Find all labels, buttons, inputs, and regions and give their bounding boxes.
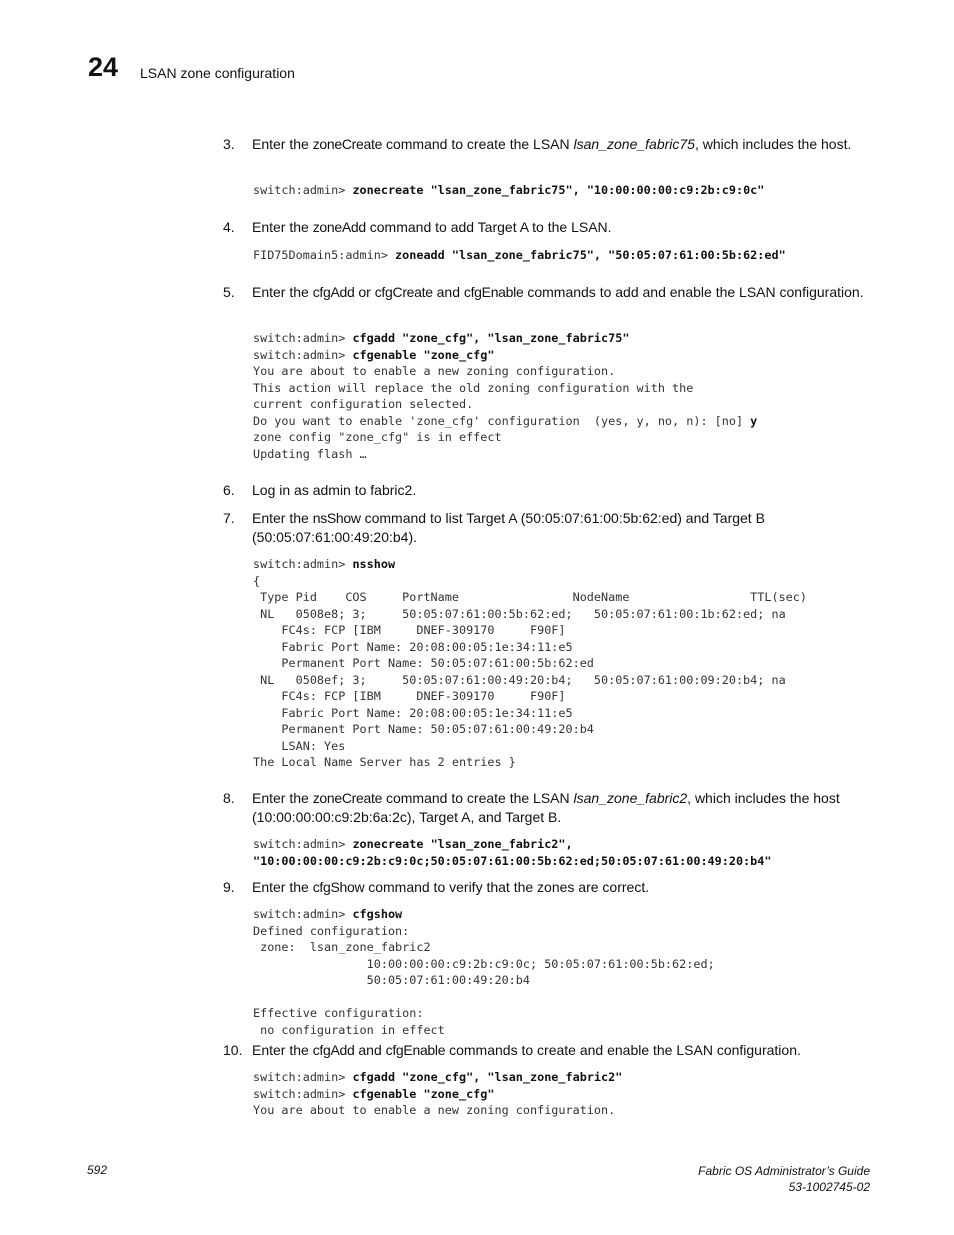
command-name: cfgAdd <box>312 1042 355 1058</box>
step-number: 6. <box>223 482 235 498</box>
guide-title: Fabric OS Administrator’s Guide <box>698 1164 870 1178</box>
code-block: switch:admin> zonecreate "lsan_zone_fabric75", "10:00:00:00:c9:2b:c9:0c" <box>253 183 765 197</box>
step-4: 4. Enter the zoneAdd command to add Target A to the LSAN. <box>223 219 612 235</box>
step-number: 3. <box>223 136 235 152</box>
step-number: 4. <box>223 219 235 235</box>
step-number: 9. <box>223 879 235 895</box>
step-5: 5. Enter the cfgAdd or cfgCreate and cfgEnable commands to add and enable the LSAN configuration. <box>223 284 864 300</box>
code-block: switch:admin> cfgadd "zone_cfg", "lsan_zone_fabric2" switch:admin> cfgenable "zone_cfg" You are about to enable a new zoning configuration. <box>253 1070 623 1117</box>
step-7: 7. Enter the nsShow command to list Target A (50:05:07:61:00:5b:62:ed) and Target B (50:05:07:61:00:49:20:b4). <box>223 510 765 545</box>
code-block: switch:admin> cfgshow Defined configuration: zone: lsan_zone_fabric2 10:00:00:00:c9:2b:c9:0c; 50:05:07:61:00:5b:62:ed; 50:05:07:61:00:49:20:b4 Effective configuration: no configuration in effect <box>253 907 715 1037</box>
command-name: zoneAdd <box>312 219 366 235</box>
command-name: cfgShow <box>312 879 365 895</box>
code-block: FID75Domain5:admin> zoneadd "lsan_zone_fabric75", "50:05:07:61:00:5b:62:ed" <box>253 248 786 262</box>
page-number: 592 <box>87 1163 108 1177</box>
step-number: 8. <box>223 790 235 806</box>
step-number: 7. <box>223 510 235 526</box>
command-name: zoneCreate <box>312 136 383 152</box>
step-number: 5. <box>223 284 235 300</box>
command-name: cfgCreate <box>374 284 433 300</box>
command-name: zoneCreate <box>312 790 383 806</box>
step-8: 8. Enter the zoneCreate command to create the LSAN lsan_zone_fabric2, which includes the host (10:00:00:00:c9:2b:6a:2c), Target A, and Target B. <box>223 790 840 825</box>
step-9: 9. Enter the cfgShow command to verify that the zones are correct. <box>223 879 650 895</box>
chapter-number: 24 <box>88 52 119 82</box>
step-10: 10. Enter the cfgAdd and cfgEnable commands to create and enable the LSAN configuration. <box>223 1042 801 1058</box>
doc-number: 53-1002745-02 <box>788 1180 870 1194</box>
step-3: 3. Enter the zoneCreate command to create the LSAN lsan_zone_fabric75, which includes the host. <box>223 136 852 152</box>
code-block: switch:admin> nsshow { Type Pid COS PortName NodeName TTL(sec) NL 0508e8; 3; 50:05:07:61:00:5b:62:ed; 50:05:07:61:00:1b:62:ed; na FC4s: FCP [IBM DNEF-309170 F90F] Fabric Port Name: 20:08:00:05:1e:34:11:e5 Permanent Port Name: 50:05:07:61:00:5b:62:ed NL 0508ef; 3; 50:05:07:61:00:49:20:b4; 50:05:07:61:00:09:20:b4; na FC4s: FCP [IBM DNEF-309170 F90F] Fabric Port Name: 20:08:00:05:1e:34:11:e5 Permanent Port Name: 50:05:07:61:00:49:20:b4 LSAN: Yes The Local Name Server has 2 entries } <box>253 557 807 769</box>
code-block: switch:admin> zonecreate "lsan_zone_fabric2", "10:00:00:00:c9:2b:c9:0c;50:05:07:61:00:5b:62:ed;50:05:07:61:00:49:20:b4" <box>253 837 772 868</box>
command-name: nsShow <box>312 510 361 526</box>
code-block: switch:admin> cfgadd "zone_cfg", "lsan_zone_fabric75" switch:admin> cfgenable "zone_cfg" You are about to enable a new zoning configuration. This action will replace the old zoning configuration with the current configuration selected. Do you want to enable 'zone_cfg' configuration (yes, y, no, n): [no] y zone config "zone_cfg" is in effect Updating flash … <box>253 331 758 461</box>
step-number: 10. <box>223 1042 243 1058</box>
footer-doc-info <box>698 1163 870 1195</box>
step-6: 6. Log in as admin to fabric2. <box>223 482 417 498</box>
command-name: cfgEnable <box>385 1042 446 1058</box>
command-name: cfgAdd <box>312 284 355 300</box>
chapter-title: LSAN zone configuration <box>140 65 295 81</box>
command-name: cfgEnable <box>463 284 524 300</box>
